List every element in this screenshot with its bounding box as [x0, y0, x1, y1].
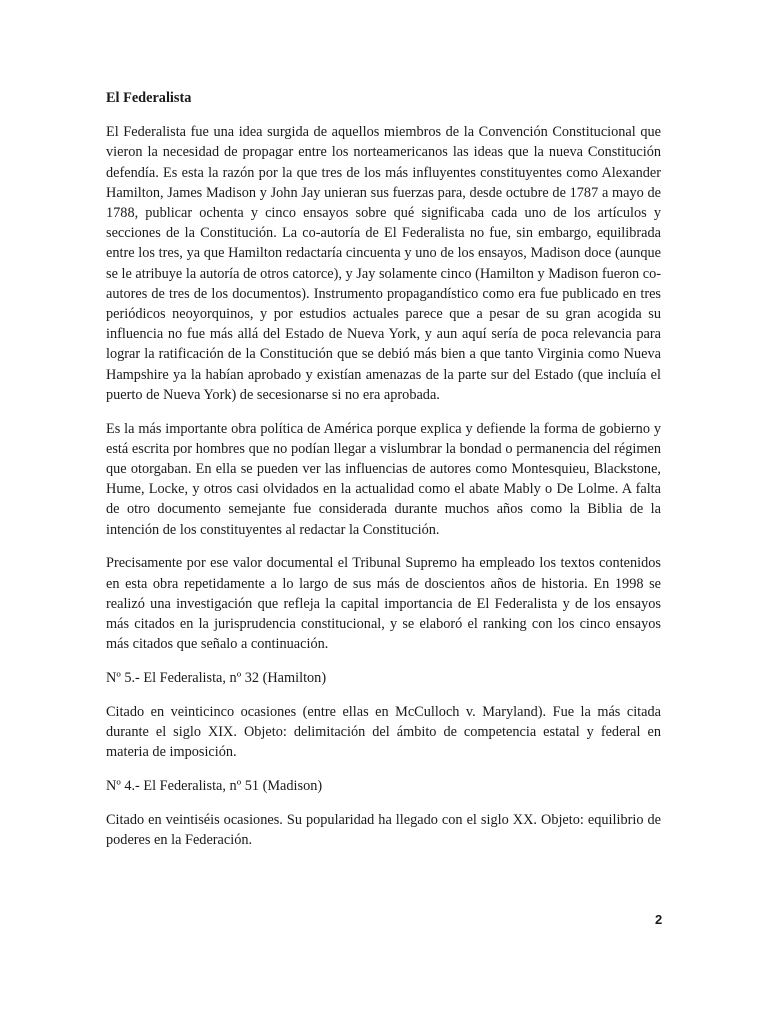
ranking-heading-5: Nº 5.- El Federalista, nº 32 (Hamilton)	[106, 670, 327, 687]
ranking-heading-4: Nº 4.- El Federalista, nº 51 (Madison)	[106, 778, 323, 795]
page-number: 2	[655, 912, 663, 927]
paragraph-political-importance: Es la más importante obra política de América porque explica y defiende la forma de gobierno y está escrita por hombres que no podían llegar a vislumbrar la bondad o permanencia del régimen que otorgaban. En ella se pueden ver las influencias de autores como Montesquieu, Blackstone, Hume, Locke, y otros casi olvidados en la actualidad como el abate Mably o De Lolme. A falta de otro documento semejante fue considerada durante muchos años como la Biblia de la intención de los constituyentes al redactar la Constitución.	[106, 420, 661, 538]
paragraph-supreme-court: Precisamente por ese valor documental el Tribunal Supremo ha empleado los textos contenidos en esta obra repetidamente a lo largo de sus más de doscientos años de historia. En 1998 se realizó una investigación que refleja la capital importancia de El Federalista y de los ensayos más citados en la jurisprudencia constitucional, y se elaboró el ranking con los cinco ensayos más citados que señalo a continuación.	[106, 555, 661, 653]
ranking-description-4: Citado en veintiséis ocasiones. Su popularidad ha llegado con el siglo XX. Objeto: equilibrio de poderes en la Federación.	[106, 811, 661, 849]
ranking-description-5: Citado en veinticinco ocasiones (entre ellas en McCulloch v. Maryland). Fue la más citada durante el siglo XIX. Objeto: delimitación del ámbito de competencia estatal y federal en materia de imposición.	[106, 703, 661, 761]
document-body	[106, 88, 661, 864]
paragraph-introduction: El Federalista fue una idea surgida de aquellos miembros de la Convención Constitucional que vieron la necesidad de propagar entre los norteamericanos las ideas que la nueva Constitución defendía. Es esta la razón por la que tres de los más influyentes constituyentes como Alexander Hamilton, James Madison y John Jay unieran sus fuerzas para, desde octubre de 1787 a mayo de 1788, publicar ochenta y cinco ensayos sobre qué significaba cada uno de los artículos y secciones de la Constitución. La co-autoría de El Federalista no fue, sin embargo, equilibrada entre los tres, ya que Hamilton redactaría cincuenta y uno de los ensayos, Madison doce (aunque se le atribuye la autoría de otros catorce), y Jay solamente cinco (Hamilton y Madison fueron co-autores de tres de los documentos). Instrumento propagandístico como era fue publicado en tres periódicos neoyorquinos, y por estudios actuales parece que a pesar de su gran acogida su influencia no fue más allá del Estado de Nueva York, y aun aquí sería de poca relevancia para lograr la ratificación de la Constitución que se debió más bien a que tanto Virginia como Nueva Hampshire ya la habían aprobado y existían amenazas de la parte sur del Estado (que incluía el puerto de Nueva York) de secesionarse si no era aprobada.	[106, 124, 661, 403]
document-title: El Federalista	[106, 90, 192, 106]
